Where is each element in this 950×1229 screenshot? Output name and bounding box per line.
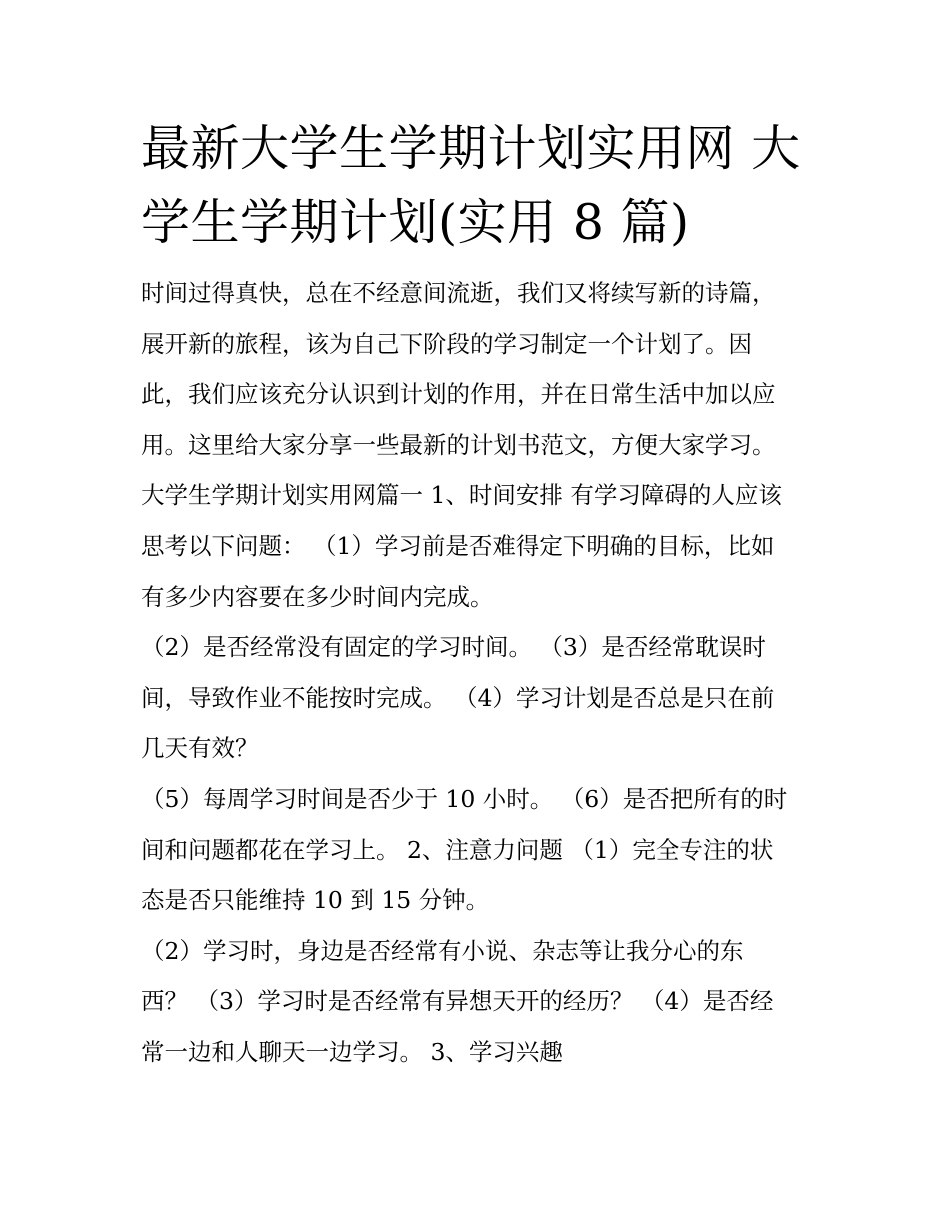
text-line: （2）是否经常没有固定的学习时间。 （3）是否经常耽误时: [141, 633, 766, 662]
text-line: 用。这里给大家分享一些最新的计划书范文，方便大家学习。: [141, 430, 776, 459]
paragraph-2: [141, 622, 816, 774]
text-line: 有多少内容要在多少时间内完成。: [141, 582, 494, 611]
text-line: （2）学习时，身边是否经常有小说、杂志等让我分心的东: [141, 936, 744, 965]
paragraph-4: [141, 926, 816, 1078]
text-line: 间，导致作业不能按时完成。 （4）学习计划是否总是只在前: [141, 683, 775, 712]
title-line: 最新大学生学期计划实用网 大: [141, 120, 801, 177]
text-line: 此，我们应该充分认识到计划的作用，并在日常生活中加以应: [141, 380, 776, 409]
text-line: 思考以下问题： （1）学习前是否难得定下明确的目标，比如: [141, 531, 775, 560]
text-line: （5）每周学习时间是否少于 10 小时。 （6）是否把所有的时: [141, 784, 788, 813]
title-line: 学生学期计划(实用 8 篇): [141, 194, 690, 251]
text-line: 常一边和人聊天一边学习。 3、学习兴趣: [141, 1037, 563, 1066]
document-body: [141, 268, 816, 1078]
text-line: 态是否只能维持 10 到 15 分钟。: [141, 886, 490, 915]
text-line: 间和问题都花在学习上。 2、注意力问题 （1）完全专注的状: [141, 835, 774, 864]
document-title: [141, 112, 816, 260]
text-line: 西？ （3）学习时是否经常有异想天开的经历？ （4）是否经: [141, 987, 774, 1016]
paragraph-intro: [141, 268, 816, 622]
text-line: 大学生学期计划实用网篇一 1、时间安排 有学习障碍的人应该: [141, 481, 782, 510]
document-content: [141, 112, 816, 1078]
text-line: 展开新的旅程，该为自己下阶段的学习制定一个计划了。因: [141, 329, 752, 358]
text-line: 时间过得真快，总在不经意间流逝，我们又将续写新的诗篇，: [141, 279, 776, 307]
text-line: 几天有效？: [141, 734, 259, 763]
paragraph-3: [141, 774, 816, 926]
